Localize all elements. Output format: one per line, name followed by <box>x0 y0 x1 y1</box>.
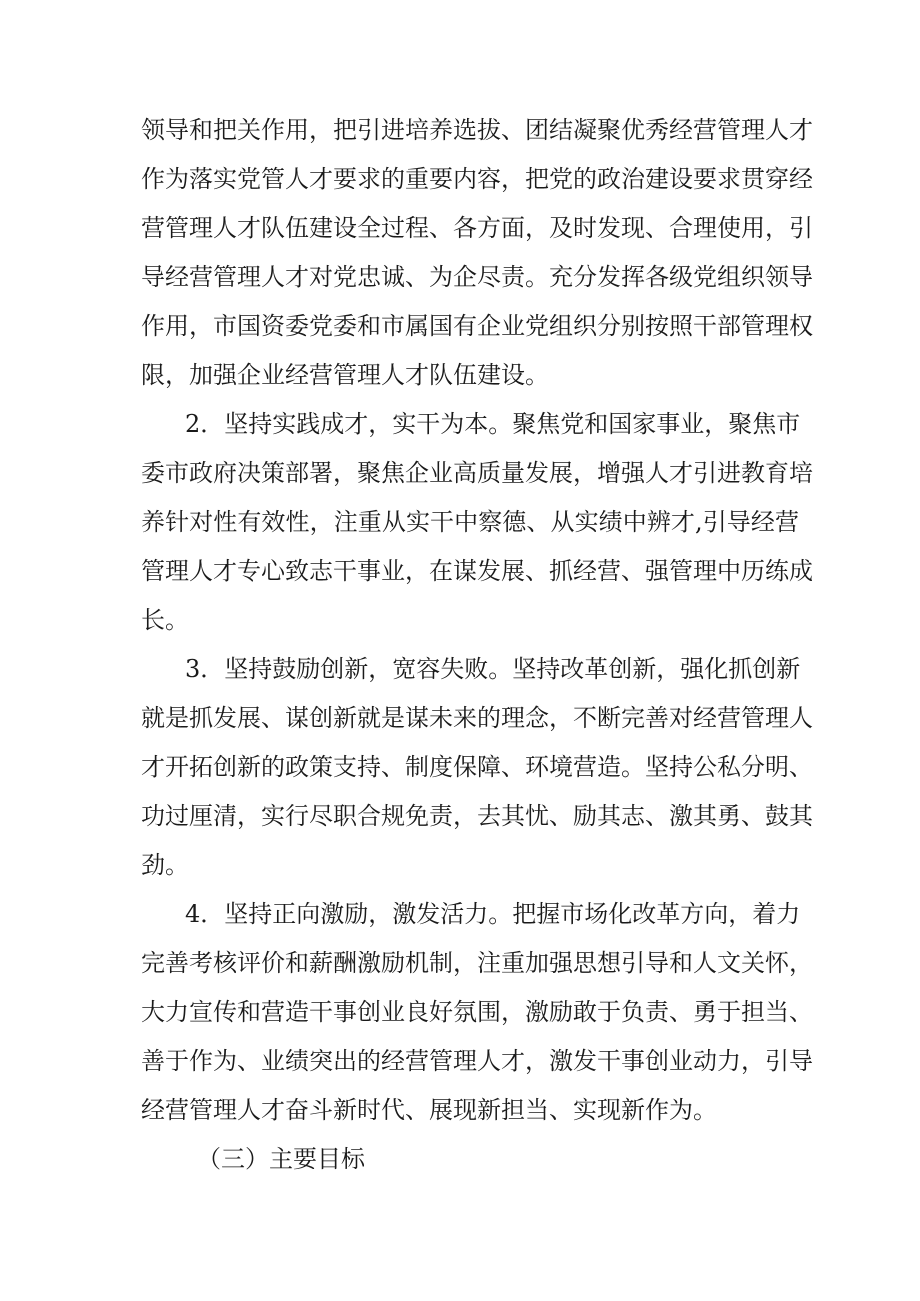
text-line: 善于作为、业绩突出的经营管理人才，激发干事创业动力，引导 <box>141 1047 813 1075</box>
text-line: 限，加强企业经营管理人才队伍建设。 <box>141 361 549 389</box>
text-line: 委市政府决策部署，聚焦企业高质量发展，增强人才引进教育培 <box>141 459 813 487</box>
list-item-2-first-line: 2．坚持实践成才，实干为本。聚焦党和国家事业，聚焦市 <box>185 410 801 438</box>
text-line: 作用，市国资委党委和市属国有企业党组织分别按照干部管理权 <box>141 312 813 340</box>
list-item-4-first-line: 4．坚持正向激励，激发活力。把握市场化改革方向，着力 <box>185 900 801 928</box>
section-heading: （三）主要目标 <box>197 1145 365 1173</box>
text-line: 功过厘清，实行尽职合规免责，去其忧、励其志、激其勇、鼓其 <box>141 802 813 830</box>
text-line: 劲。 <box>141 851 189 879</box>
text-line: 养针对性有效性，注重从实干中察德、从实绩中辨才,引导经营 <box>141 508 799 536</box>
text-line: 领导和把关作用，把引进培养选拔、团结凝聚优秀经营管理人才 <box>141 116 813 144</box>
text-line: 导经营管理人才对党忠诚、为企尽责。充分发挥各级党组织领导 <box>141 263 813 291</box>
text-line: 才开拓创新的政策支持、制度保障、环境营造。坚持公私分明、 <box>141 753 813 781</box>
text-line: 经营管理人才奋斗新时代、展现新担当、实现新作为。 <box>141 1096 717 1124</box>
text-line: 完善考核评价和薪酬激励机制，注重加强思想引导和人文关怀， <box>141 949 813 977</box>
text-line: 大力宣传和营造干事创业良好氛围，激励敢于负责、勇于担当、 <box>141 998 813 1026</box>
text-line: 营管理人才队伍建设全过程、各方面，及时发现、合理使用，引 <box>141 214 813 242</box>
text-line: 作为落实党管人才要求的重要内容，把党的政治建设要求贯穿经 <box>141 165 813 193</box>
text-line: 管理人才专心致志干事业，在谋发展、抓经营、强管理中历练成 <box>141 557 813 585</box>
text-line: 就是抓发展、谋创新就是谋未来的理念，不断完善对经营管理人 <box>141 704 813 732</box>
text-line: 长。 <box>141 606 189 634</box>
list-item-3-first-line: 3．坚持鼓励创新，宽容失败。坚持改革创新，强化抓创新 <box>185 655 801 683</box>
